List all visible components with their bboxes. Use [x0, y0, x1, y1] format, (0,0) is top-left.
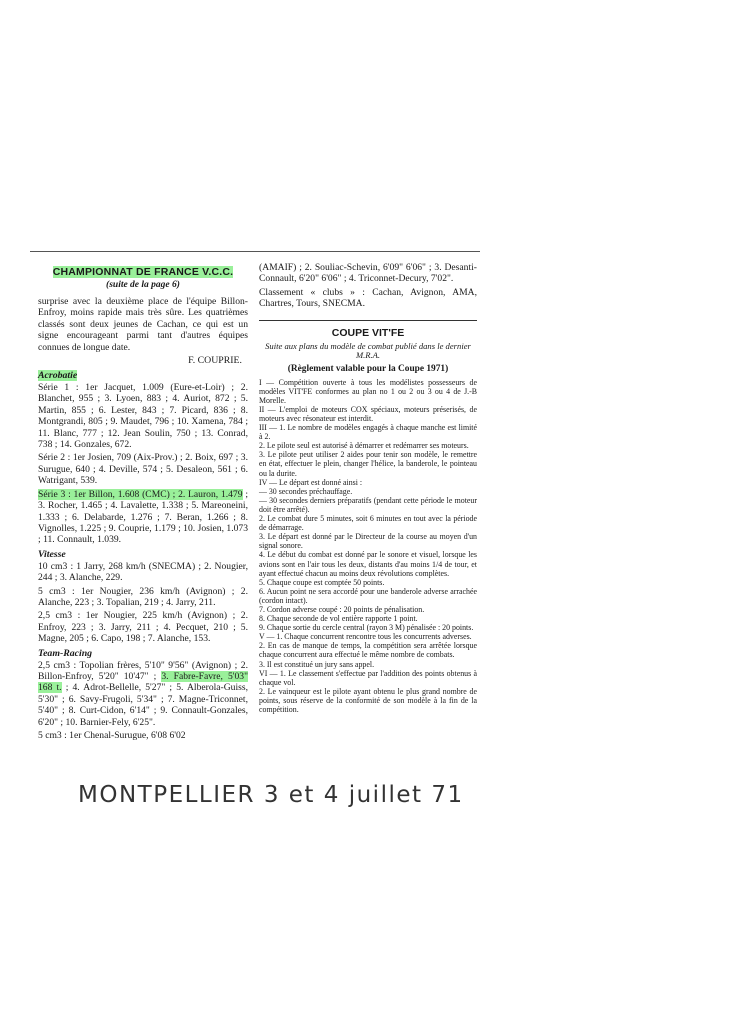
author-signature: F. COUPRIE. [188, 355, 242, 367]
clubs-ranking: Classement « clubs » : Cachan, Avignon, AMA, Chartres, Tours, SNECMA. [259, 286, 477, 310]
team-racing-5cm3: 5 cm3 : 1er Chenal-Surugue, 6'08 6'02 [38, 730, 186, 741]
rule-item: 2. Le combat dure 5 minutes, soit 6 minutes en tout avec la période de démarrage. [259, 514, 477, 533]
article-title-text: CHAMPIONNAT DE FRANCE V.C.C. [52, 266, 234, 278]
team1-part-a: 2,5 cm3 : Topolian frères, 5'10" 9'56" (Avignon) ; 2. Billon-Enfroy, 5'20" 10'47" ; [38, 659, 248, 682]
rule-item: 3. Le départ est donné par le Directeur de la course au moyen d'un signal sonore. [259, 532, 477, 551]
team-racing-continued: (AMAIF) ; 2. Souliac-Schevin, 6'09" 6'06" ; 3. Desanti-Connault, 6'20" 6'06" ; 4. Triconnet-Decury, 7'02". [259, 262, 477, 285]
serie3-results [38, 489, 248, 546]
serie1-results: Série 1 : 1er Jacquet, 1.009 (Eure-et-Loir) ; 2. Blanchet, 955 ; 3. Lyoen, 883 ; 4. Auriot, 872 ; 5. Martin, 855 ; 6. Lester, 843 ; 7. Picard, 836 ; 8. Montgrandi, 805 ; 9. Maudet, 796 ; 10. Xamena, 784 ; 11. Blanc, 777 ; 12. Jean Soulin, 750 ; 13. Conrad, 738 ; 14. Gonzales, 672. [38, 382, 248, 451]
rule-item: 3. Il est constitué un jury sans appel. [259, 659, 375, 669]
serie3-highlight: Série 3 : 1er Billon, 1.608 (CMC) ; 2. Lauron, 1.479 [38, 488, 243, 500]
handwritten-note: MONTPELLIER 3 et 4 juillet 71 [78, 782, 464, 808]
section-heading-acrobatie [38, 370, 248, 381]
rule-item: 3. Le pilote peut utiliser 2 aides pour tenir son modèle, le remettre en état, effectuer le plein, changer l'hélice, la banderole, le pointeau ou la durite. [259, 450, 477, 478]
column-divider [259, 320, 477, 321]
vitesse-10cm3: 10 cm3 : 1 Jarry, 268 km/h (SNECMA) ; 2. Nougier, 244 ; 3. Alanche, 229. [38, 560, 248, 584]
serie2-results: Série 2 : 1er Josien, 709 (Aix-Prov.) ; 2. Boix, 697 ; 3. Surugue, 640 ; 4. Deville, 574 ; 5. Desaleon, 561 ; 6. Watrigant, 539. [38, 452, 248, 487]
vitesse-2-5cm3: 2,5 cm3 : 1er Nougier, 225 km/h (Avignon) ; 2. Enfroy, 223 ; 3. Jarry, 211 ; 4. Pecquet, 210 ; 5. Magne, 205 ; 6. Capo, 198 ; 7. Alanche, 153. [38, 610, 248, 645]
team-racing-2-5cm3 [38, 660, 248, 728]
rule-item: 7. Cordon adverse coupé : 20 points de pénalisation. [259, 604, 425, 614]
rule-item: 8. Chaque seconde de vol entière rapporte 1 point. [259, 614, 418, 624]
rule-item: 6. Aucun point ne sera accordé pour une banderole adverse arrachée (cordon intact). [259, 586, 477, 605]
rule-item: 2. Le vainqueur est le pilote ayant obtenu le plus grand nombre de points, sous réserve de la conformité de son modèle à la fin de la compétition. [259, 686, 477, 714]
coupe-title: COUPE VIT'FE [331, 326, 405, 339]
rule-item: V — 1. Chaque concurrent rencontre tous les concurrents adverses. [259, 632, 472, 642]
coupe-subtitle: Suite aux plans du modèle de combat publié dans le dernier M.R.A. [265, 340, 471, 361]
section-heading-team-racing: Team-Racing [38, 647, 93, 659]
team1-highlight: 3. Fabre-Favre, 5'03" 168 t. [38, 670, 249, 694]
rule-item: 2. En cas de manque de temps, la compétition sera arrêtée lorsque chaque concurrent aura effectué le même nombre de combats. [259, 641, 477, 660]
rule-item: — 30 secondes derniers préparatifs (pendant cette période le moteur doit être arrêté). [259, 495, 477, 514]
rule-item: I — Compétition ouverte à tous les modélistes possesseurs de modèles VIT'FE conformes au plan no 1 ou 2 ou 3 ou 4 de J.-B Morelle. [259, 377, 477, 405]
article-subtitle: (suite de la page 6) [106, 280, 180, 290]
left-column [38, 262, 248, 743]
serie3-rest: ; 3. Rocher, 1.465 ; 4. Lavalette, 1.338 ; 5. Mareoneini, 1.333 ; 6. Delabarde, 1.276 ; 7. Beran, 1.266 ; 8. Vignolles, 1.225 ; 9. Couprie, 1.179 ; 10. Josien, 1.073 ; 11. Connault, 1.039. [38, 488, 248, 546]
coupe-rules-heading: (Règlement valable pour la Coupe 1971) [287, 363, 449, 374]
clipping-top-rule [30, 251, 480, 252]
rule-item: IV — Le départ est donné ainsi : [259, 477, 363, 487]
rule-item: II — L'emploi de moteurs COX spéciaux, moteurs préserisés, de moteurs avec résonateur est interdit. [259, 404, 477, 423]
rule-item: 9. Chaque sortie du cercle central (rayon 3 M) pénalisée : 20 points. [259, 623, 474, 633]
article-title [38, 266, 248, 278]
right-column [259, 262, 477, 714]
coupe-rules-list [259, 378, 477, 714]
rule-item: VI — 1. Le classement s'effectue par l'addition des points obtenus à chaque vol. [259, 668, 477, 687]
rule-item: — 30 secondes préchauffage. [259, 486, 353, 496]
rule-item: 5. Chaque coupe est comptée 50 points. [259, 577, 385, 587]
rule-item: 4. Le début du combat est donné par le sonore et visuel, lorsque les avions sont en l'air tous les deux, distants d'au moins 1/4 de tour, et ayant effectué chacun au moins deux révolutions complètes. [259, 550, 477, 578]
intro-paragraph: surprise avec la deuxième place de l'équipe Billon-Enfroy, moins rapide mais très sûre. Les quatrièmes classés sont deux jeunes de Cachan, ce qui est un signe encourageant parmi tant d'autres équipes connues de longue date. [38, 296, 248, 353]
section-heading-vitesse: Vitesse [38, 548, 66, 560]
rule-item: 2. Le pilote seul est autorisé à démarrer et redémarrer ses moteurs. [259, 441, 469, 451]
vitesse-5cm3: 5 cm3 : 1er Nougier, 236 km/h (Avignon) ; 2. Alanche, 223 ; 3. Topalian, 219 ; 4. Jarry, 211. [38, 585, 248, 608]
section-heading-acrobatie-text: Acrobatie [38, 370, 78, 382]
rule-item: III — 1. Le nombre de modèles engagés à chaque manche est limité à 2. [259, 423, 477, 442]
team1-part-b: ; 4. Adrot-Bellelle, 5'27" ; 5. Alberola-Guiss, 5'30" ; 6. Savy-Frugoli, 5'34" ; 7. Magne-Triconnet, 5'40" ; 8. Curt-Cidon, 6'14" ; 9. Connault-Gonzales, 6'20" ; 10. Barnier-Fely, 6'25". [38, 682, 249, 728]
